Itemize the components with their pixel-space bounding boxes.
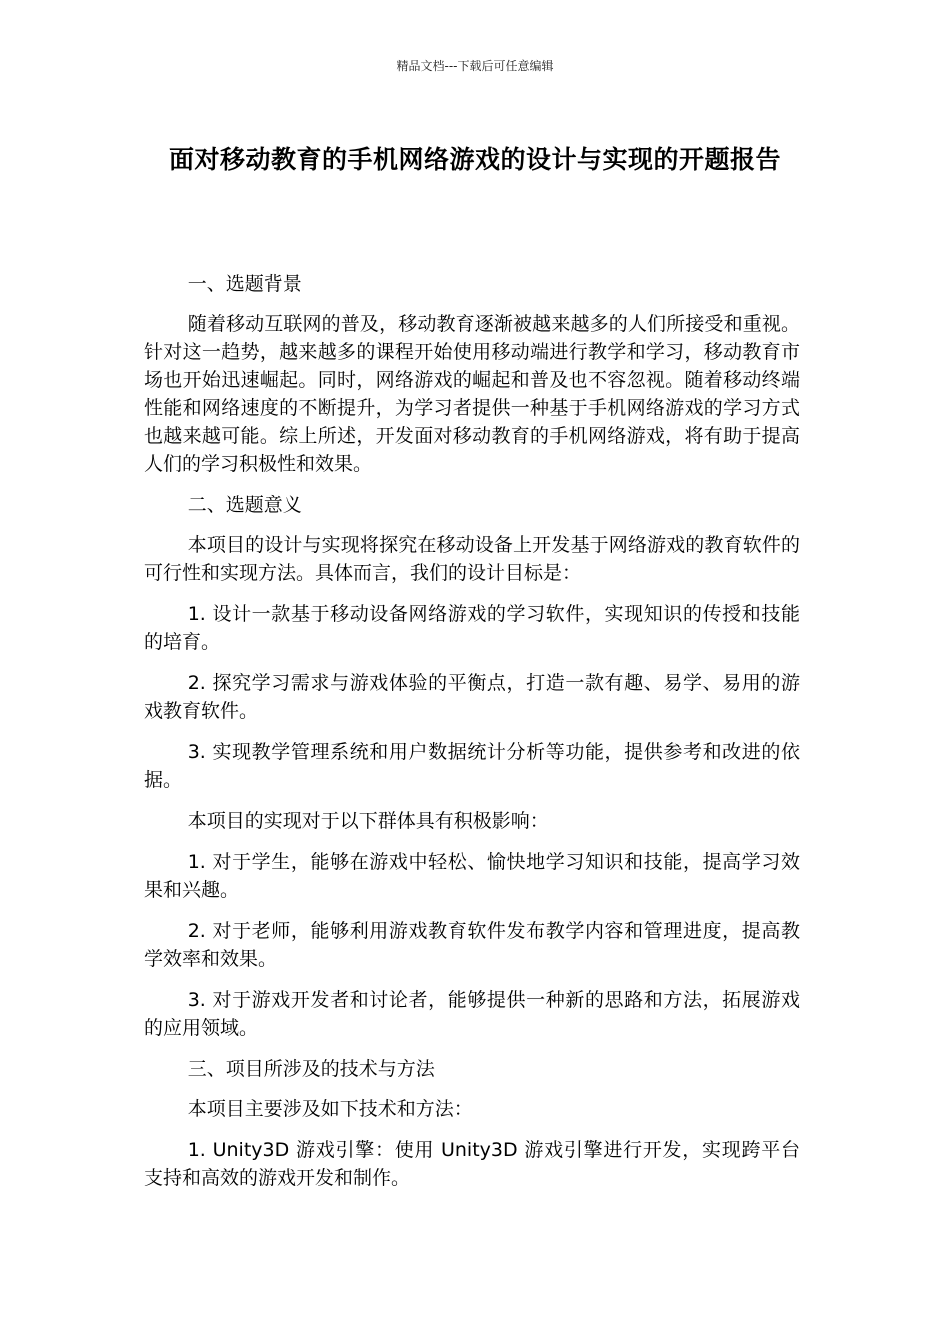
document-body <box>144 270 800 1205</box>
section-heading-technology: 三、项目所涉及的技术与方法 <box>187 1058 435 1080</box>
document-title: 面对移动教育的手机网络游戏的设计与实现的开题报告 <box>168 145 781 174</box>
paragraph-background: 随着移动互联网的普及，移动教育逐渐被越来越多的人们所接受和重视。针对这一趋势，越来越多的课程开始使用移动端进行教学和学习，移动教育市场也开始迅速崛起。同时，网络游戏的崛起和普及也不容忽视。随着移动终端性能和网络速度的不断提升，为学习者提供一种基于手机网络游戏的学习方式也越来越可能。综上所述，开发面对移动教育的手机网络游戏，将有助于提高人们的学习积极性和效果。 <box>144 313 800 475</box>
list-item-tech-1: 1. Unity3D 游戏引擎：使用 Unity3D 游戏引擎进行开发，实现跨平台支持和高效的游戏开发和制作。 <box>144 1139 800 1189</box>
list-item-impact-1: 1. 对于学生，能够在游戏中轻松、愉快地学习知识和技能，提高学习效果和兴趣。 <box>144 851 800 901</box>
paragraph-significance-intro: 本项目的设计与实现将探究在移动设备上开发基于网络游戏的教育软件的可行性和实现方法。具体而言，我们的设计目标是： <box>144 534 800 584</box>
list-item-impact-3: 3. 对于游戏开发者和讨论者，能够提供一种新的思路和方法，拓展游戏的应用领域。 <box>144 989 800 1039</box>
section-heading-background: 一、选题背景 <box>187 273 302 295</box>
header-watermark: 精品文档---下载后可任意编辑 <box>396 59 554 73</box>
paragraph-impact-intro: 本项目的实现对于以下群体具有积极影响： <box>187 810 549 832</box>
paragraph-technology-intro: 本项目主要涉及如下技术和方法： <box>187 1098 473 1120</box>
list-item-impact-2: 2. 对于老师，能够利用游戏教育软件发布教学内容和管理进度，提高教学效率和效果。 <box>144 920 800 970</box>
list-item-goal-3: 3. 实现教学管理系统和用户数据统计分析等功能，提供参考和改进的依据。 <box>144 741 800 791</box>
list-item-goal-1: 1. 设计一款基于移动设备网络游戏的学习软件，实现知识的传授和技能的培育。 <box>144 603 800 653</box>
list-item-goal-2: 2. 探究学习需求与游戏体验的平衡点，打造一款有趣、易学、易用的游戏教育软件。 <box>144 672 800 722</box>
section-heading-significance: 二、选题意义 <box>187 494 302 516</box>
